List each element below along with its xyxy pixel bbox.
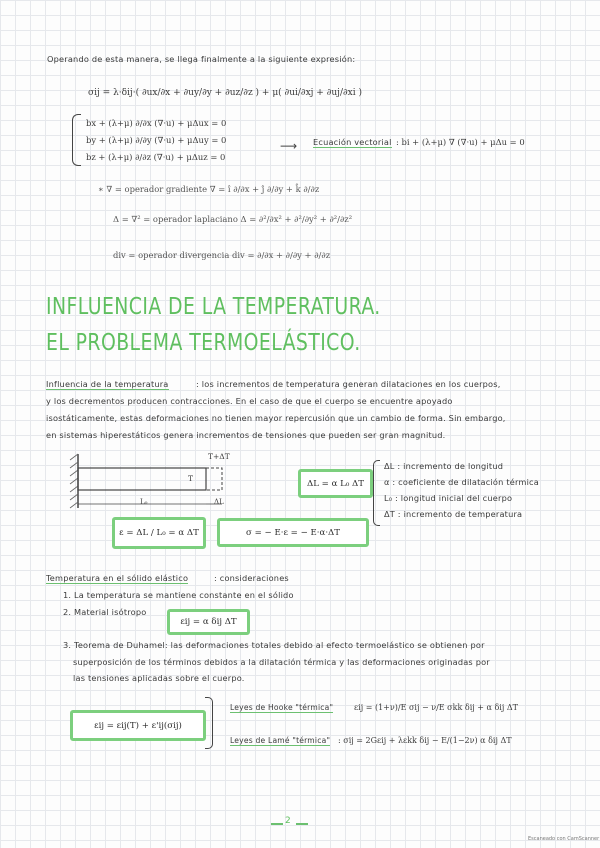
vector-equation: : bi + (λ+μ) ∇ (∇·u) + μΔu = 0: [396, 137, 525, 147]
influence-label: Influencia de la temperatura: [46, 379, 169, 389]
intro-text: Operando de esta manera, se llega finalmente a la siguiente expresión:: [47, 54, 356, 64]
definition-l0: L₀ : longitud inicial del cuerpo: [384, 493, 513, 503]
footer-line-right: [296, 823, 308, 825]
hooke-law-equation: εij = (1+ν)/E σij − ν/E σkk δij + α δij ΔT: [354, 703, 518, 712]
definition-alpha: α : coeficiente de dilatación térmica: [384, 477, 539, 487]
formula-box-total-strain: εij = εij(T) + ε'ij(σij): [70, 710, 206, 741]
influence-line-4: en sistemas hiperestáticos genera incrementos de tensiones que pueden ser gran magnitud.: [46, 430, 446, 440]
system-eq-y: by + (λ+μ) ∂/∂y (∇·u) + μΔuy = 0: [86, 135, 227, 145]
diagram-label-l0: L₀: [140, 498, 148, 506]
laws-brace: [205, 697, 213, 749]
item-3: 3. Teorema de Duhamel: las deformaciones totales debido al efecto termoelástico se obtienen por: [63, 640, 485, 650]
diagram-label-t-delta: T+ΔT: [208, 452, 230, 461]
definitions-brace: [373, 460, 380, 526]
note-laplacian: Δ = ∇² = operador laplaciano Δ = ∂²/∂x² + ∂²/∂y² + ∂²/∂z²: [113, 214, 353, 224]
influence-line-2: y los decrementos producen contracciones. En el caso de que el cuerpo se encuentre apoyado: [46, 396, 453, 406]
stress-equation: σij = λ·δij·( ∂ux/∂x + ∂uy/∂y + ∂uz/∂z ) + μ( ∂ui/∂xj + ∂uj/∂xi ): [88, 88, 362, 98]
lame-law-label: Leyes de Lamé "térmica": [230, 736, 331, 745]
diagram-label-dl: ΔL: [214, 498, 224, 506]
solid-section-label: Temperatura en el sólido elástico: [46, 573, 189, 583]
section-title-line2: EL PROBLEMA TERMOELÁSTICO.: [46, 330, 361, 356]
influence-line-3: isostáticamente, estas deformaciones no tienen mayor repercusión que un cambio de forma. Sin embargo,: [46, 413, 506, 423]
hooke-law-label: Leyes de Hooke "térmica": [230, 703, 334, 712]
solid-section-rest: : consideraciones: [214, 573, 289, 583]
lame-law-equation: : σij = 2Gεij + λεkk δij − E/(1−2ν) α δij ΔT: [338, 736, 512, 745]
page-number: 2: [285, 816, 291, 826]
system-eq-z: bz + (λ+μ) ∂/∂z (∇·u) + μΔuz = 0: [86, 152, 226, 162]
note-gradient: ∗ ∇ = operador gradiente ∇ = î ∂/∂x + ĵ ∂/∂y + k̂ ∂/∂z: [98, 184, 320, 194]
formula-box-stress: σ = − E·ε = − E·α·ΔT: [217, 518, 369, 547]
item-3-line-2: superposición de los términos debidos a la dilatación térmica y las deformaciones originadas por: [73, 657, 490, 667]
formula-box-delta-l: ΔL = α L₀ ΔT: [298, 469, 373, 498]
scanner-watermark: Escaneado con CamScanner: [528, 836, 600, 842]
system-eq-x: bx + (λ+μ) ∂/∂x (∇·u) + μΔux = 0: [86, 118, 227, 128]
definition-delta-t: ΔT : incremento de temperatura: [384, 509, 523, 519]
definition-delta-l: ΔL : incremento de longitud: [384, 461, 504, 471]
vector-equation-label: Ecuación vectorial: [313, 137, 392, 147]
item-1: 1. La temperatura se mantiene constante en el sólido: [63, 590, 294, 600]
system-brace: [72, 114, 81, 166]
note-divergence: div = operador divergencia div = ∂/∂x + ∂/∂y + ∂/∂z: [113, 250, 331, 260]
section-title-line1: INFLUENCIA DE LA TEMPERATURA.: [46, 294, 381, 320]
footer-line-left: [271, 823, 283, 825]
arrow-right-icon: ⟶: [280, 139, 298, 153]
influence-line-1: : los incrementos de temperatura generan dilataciones en los cuerpos,: [196, 379, 501, 389]
item-2: 2. Material isótropo: [63, 607, 147, 617]
formula-box-isotropic: εij = α δij ΔT: [167, 609, 250, 635]
formula-box-strain: ε = ΔL / L₀ = α ΔT: [112, 517, 206, 549]
diagram-label-t: T: [188, 474, 194, 483]
item-3-line-3: las tensiones aplicadas sobre el cuerpo.: [73, 673, 245, 683]
